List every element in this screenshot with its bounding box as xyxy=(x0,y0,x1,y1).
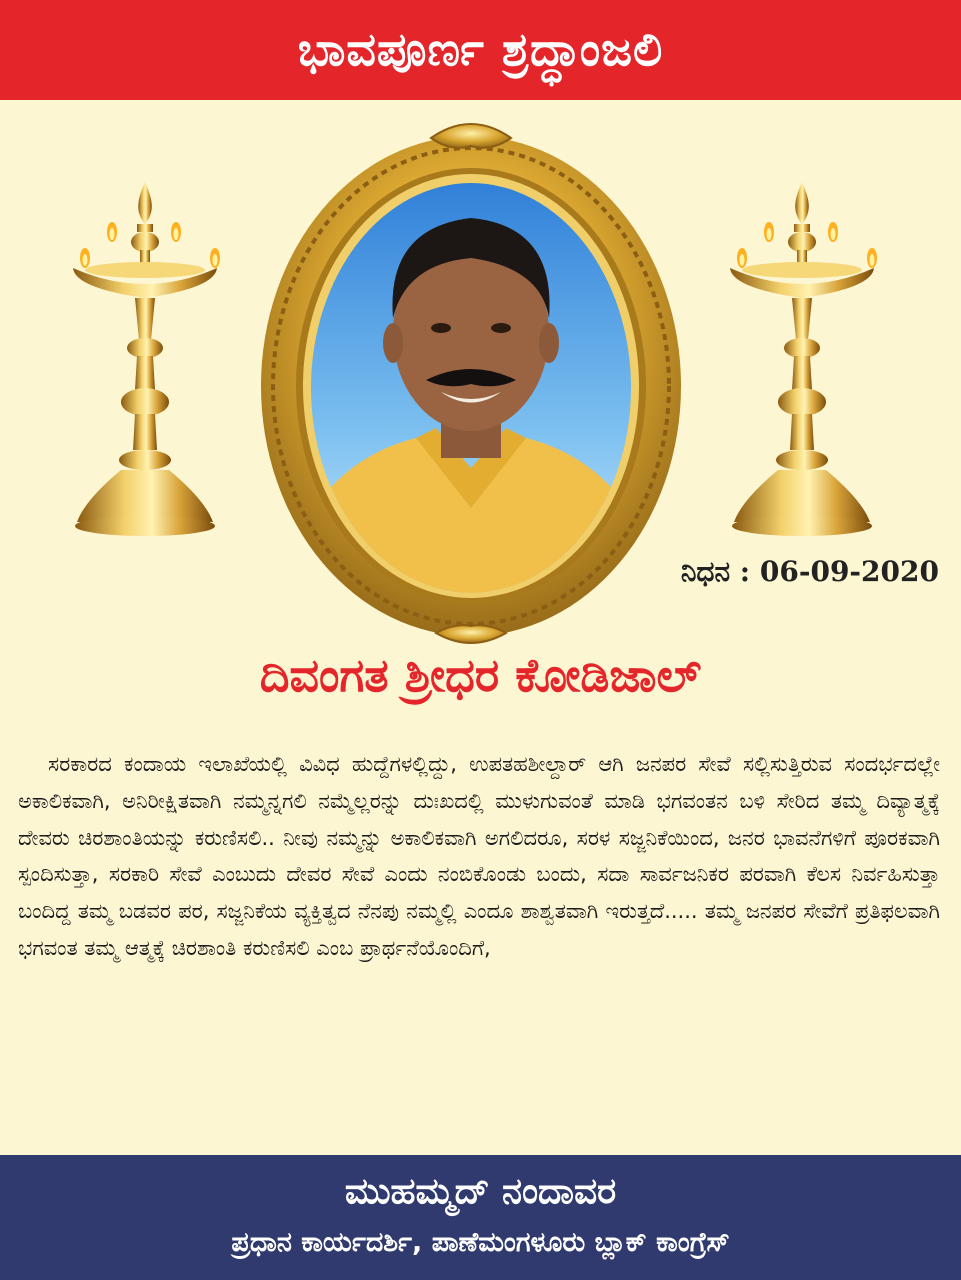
header-title: ಭಾವಪೂರ್ಣ ಶ್ರದ್ಧಾಂಜಲಿ xyxy=(297,22,664,76)
brass-lamp-right-icon xyxy=(722,180,892,540)
brass-lamp-left-icon xyxy=(65,180,235,540)
tribute-body xyxy=(0,100,961,1155)
footer-sender-name: ಮುಹಮ್ಮದ್ ನಂದಾವರ xyxy=(344,1171,617,1212)
tribute-message: ಸರಕಾರದ ಕಂದಾಯ ಇಲಾಖೆಯಲ್ಲಿ ವಿವಿಧ ಹುದ್ದೆಗಳಲ್ಲಿದ್ದು, ಉಪತಹಶೀಲ್ದಾರ್ ಆಗಿ ಜನಪರ ಸೇವೆ ಸಲ್ಲಿಸುತ್ತಿರುವ ಸಂದರ್ಭದಲ್ಲೇ ಅಕಾಲಿಕವಾಗಿ, ಅನಿರೀಕ್ಷಿತವಾಗಿ ನಮ್ಮನ್ನಗಲಿ ನಮ್ಮೆಲ್ಲರನ್ನು ದುಃಖದಲ್ಲಿ ಮುಳುಗುವಂತೆ ಮಾಡಿ ಭಗವಂತನ ಬಳಿ ಸೇರಿದ ತಮ್ಮ ದಿವ್ಯಾತ್ಮಕ್ಕೆ ದೇವರು ಚಿರಶಾಂತಿಯನ್ನು ಕರುಣಿಸಲಿ.. ನೀವು ನಮ್ಮನ್ನು ಅಕಾಲಿಕವಾಗಿ ಅಗಲಿದರೂ, ಸರಳ ಸಜ್ಜನಿಕೆಯಿಂದ, ಜನರ ಭಾವನೆಗಳಿಗೆ ಪೂರಕವಾಗಿ ಸ್ಪಂದಿಸುತ್ತಾ, ಸರಕಾರಿ ಸೇವೆ ಎಂಬುದು ದೇವರ ಸೇವೆ ಎಂದು ನಂಬಿಕೊಂಡು ಬಂದು, ಸದಾ ಸಾರ್ವಜನಿಕರ ಪರವಾಗಿ ಕೆಲಸ ನಿರ್ವಹಿಸುತ್ತಾ ಬಂದಿದ್ದ ತಮ್ಮ ಬಡವರ ಪರ, ಸಜ್ಜನಿಕೆಯ ವ್ಯಕ್ತಿತ್ವದ ನೆನಪು ನಮ್ಮಲ್ಲಿ ಎಂದೂ ಶಾಶ್ವತವಾಗಿ ಇರುತ್ತದೆ..... ತಮ್ಮ ಜನಪರ ಸೇವೆಗೆ ಪ್ರತಿಫಲವಾಗಿ ಭಗವಂತ ತಮ್ಮ ಆತ್ಮಕ್ಕೆ ಚಿರಶಾಂತಿ ಕರುಣಿಸಲಿ ಎಂಬ ಪ್ರಾರ್ಥನೆಯೊಂದಿಗೆ, xyxy=(18,752,940,960)
death-date: ನಿಧನ : 06-09-2020 xyxy=(680,555,939,588)
footer-sender-role: ಪ್ರಧಾನ ಕಾರ್ಯದರ್ಶಿ, ಪಾಣೆಮಂಗಳೂರು ಬ್ಲಾಕ್ ಕಾಂಗ್ರೆಸ್ xyxy=(231,1227,730,1258)
footer-banner xyxy=(0,1155,961,1280)
deceased-name: ದಿವಂಗತ ಶ್ರೀಧರ ಕೋಡಿಜಾಲ್ xyxy=(259,648,702,702)
portrait-frame xyxy=(256,118,686,648)
header-banner xyxy=(0,0,961,100)
